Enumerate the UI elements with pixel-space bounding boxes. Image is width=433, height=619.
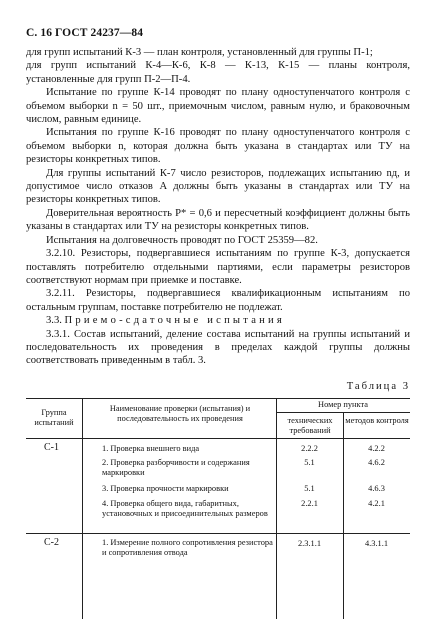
paragraph: 3.3.1. Состав испытаний, деление состава испытаний на группы испытаний и последовательность их проведения в пределах каждой группы должны соответствовать приведенным в табл. 3. xyxy=(26,328,410,367)
header-name: Наименование проверки (испытания) и последовательность их проведения xyxy=(109,404,251,423)
tech-req-number: 2.3.1.1 xyxy=(297,539,322,548)
check-item: 2. Проверка разборчивости и содержания маркировки xyxy=(102,458,250,478)
tech-req-number: 5.1 xyxy=(304,458,315,467)
method-number: 4.3.1.1 xyxy=(364,539,389,548)
paragraph: для групп испытаний К-3 — план контроля, установленный для группы П-1; xyxy=(26,47,373,58)
check-item: 3. Проверка прочности маркировки xyxy=(102,484,229,493)
column-divider xyxy=(82,398,83,619)
paragraph: Для группы испытаний К-7 число резисторов, подлежащих испытанию nд, и допустимое число отказов A должны быть указаны в стандартах или ТУ на резисторы конкретных типов. xyxy=(26,167,410,206)
group-cell: С-2 xyxy=(44,537,59,548)
body-text xyxy=(26,46,410,368)
page-header: С. 16 ГОСТ 24237—84 xyxy=(26,27,144,39)
section-title: Приемо-сдаточные испытания xyxy=(64,315,285,327)
header-methods: методов контроля xyxy=(345,416,409,425)
column-divider xyxy=(276,398,277,619)
method-number: 4.6.3 xyxy=(368,484,385,493)
section-heading xyxy=(26,314,410,327)
method-number: 4.6.2 xyxy=(368,458,385,467)
tech-req-number: 5.1 xyxy=(304,484,315,493)
paragraph: для групп испытаний К-4—К-6, К-8 — К-13, К-15 — планы контроля, установленные для групп П-2—П-4. xyxy=(26,60,410,85)
header-group: Группа испытаний xyxy=(34,408,74,427)
method-number: 4.2.2 xyxy=(368,444,385,453)
paragraph: Испытания на долговечность проводят по ГОСТ 25359—82. xyxy=(46,234,318,246)
table-caption: Таблица 3 xyxy=(346,381,410,392)
group-cell: С-1 xyxy=(44,442,59,453)
header-tech-req: технических требований xyxy=(287,416,333,435)
method-number: 4.2.1 xyxy=(368,499,385,508)
header-point-number: Номер пункта xyxy=(318,400,368,409)
paragraph: Доверительная вероятность P* = 0,6 и пересчетный коэффициент должны быть указаны в стандартах или ТУ на резисторы конкретных типов. xyxy=(26,207,410,233)
check-item: 4. Проверка общего вида, габаритных, установочных и присоединительных размеров xyxy=(102,499,268,519)
paragraph: 3.2.11. Резисторы, подвергавшиеся квалификационным испытаниям по остальным группам, поставке потребителю не подлежат. xyxy=(26,288,410,313)
check-item: 1. Измерение полного сопротивления резистора и сопротивления отвода xyxy=(102,538,273,558)
paragraph: Испытание по группе К-14 проводят по плану одноступенчатого контроля с объемом выборки n = 50 шт., приемочным числом, равным нулю, и браковочным числом, равным единице. xyxy=(26,87,410,126)
paragraph: Испытания по группе К-16 проводят по плану одноступенчатого контроля с объемом выборки n, которая должна быть указана в стандартах или ТУ на резисторы конкретных типов. xyxy=(26,127,410,166)
table-top-rule xyxy=(26,398,410,399)
check-item: 1. Проверка внешнего вида xyxy=(102,444,200,453)
group-separator-rule xyxy=(26,533,410,534)
tech-req-number: 2.2.1 xyxy=(301,499,318,508)
tech-req-number: 2.2.2 xyxy=(301,444,318,453)
section-number: 3.3. xyxy=(46,315,62,327)
paragraph: 3.2.10. Резисторы, подвергавшиеся испытаниям по группе К-3, допускается поставлять потребителю отдельными партиями, если параметры резисторов соответствуют нормам при приемке и поставке. xyxy=(26,248,410,286)
header-bottom-rule xyxy=(26,438,410,439)
